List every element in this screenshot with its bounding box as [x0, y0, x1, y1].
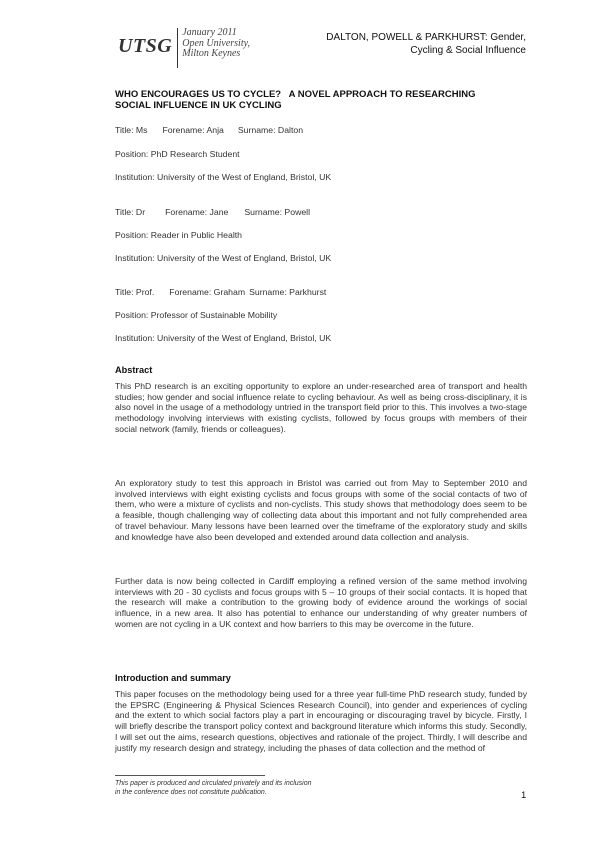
- author-3-position: Position: Professor of Sustainable Mobility: [115, 310, 278, 320]
- author-1-institution: Institution: University of the West of England, Bristol, UK: [115, 172, 332, 182]
- author-2-name-row: [115, 207, 310, 217]
- logo-city: Milton Keynes: [182, 48, 241, 59]
- footnote-line-2: in the conference does not constitute publication.: [115, 789, 267, 797]
- author-1-position: Position: PhD Research Student: [115, 149, 240, 159]
- footnote-line-1: This paper is produced and circulated privately and its inclusion: [115, 780, 312, 787]
- logo-subtext: [182, 28, 250, 60]
- introduction-paragraph: This paper focuses on the methodology being used for a three year full-time PhD research study, funded by the EPSRC (Engineering & Physical Sciences Research Council), into gender and experiences of cycling and the extent to which social factors play a part in encouraging or discouraging travel by bicycle. Firstly, I will briefly describe the transport policy context and background literature which informs this study. Secondly, I will set out the aims, research questions, objectives and rationale of the project. Thirdly, I will describe and justify my research design and strategy, including the phases of data collection and the method of: [115, 689, 527, 753]
- running-head: [286, 31, 526, 57]
- logo-divider: [177, 28, 178, 68]
- abstract-heading: Abstract: [115, 365, 153, 375]
- page-number: 1: [521, 790, 527, 801]
- conference-logo: [118, 28, 250, 68]
- logo-text: UTSG: [118, 35, 173, 57]
- paper-title-line-1: WHO ENCOURAGES US TO CYCLE? A NOVEL APPROACH TO RESEARCHING: [115, 89, 476, 100]
- author-3-institution: Institution: University of the West of England, Bristol, UK: [115, 333, 332, 343]
- footnote-rule: [115, 775, 265, 776]
- author-3-surname: Surname: Parkhurst: [249, 287, 327, 297]
- author-2-forename: Forename: Jane: [165, 207, 229, 217]
- author-2-position: Position: Reader in Public Health: [115, 230, 243, 240]
- author-2-surname: Surname: Powell: [244, 207, 311, 217]
- abstract-paragraph-2: An exploratory study to test this approach in Bristol was carried out from May to September 2010 and involved interviews with eight existing cyclists and focus groups with some of the social contacts of two of them, who were a mixture of cyclists and non-cyclists. This study shows that methodology does seem to be a feasible, though challenging way of collecting data about this important and not fully comprehended area of travel behaviour. Many lessons have been learned over the timeframe of the exploratory study and skills and knowledge have also been developed and extended around data collection and analysis.: [115, 478, 527, 542]
- abstract-paragraph-3: Further data is now being collected in Cardiff employing a refined version of the same method involving interviews with 20 - 30 cyclists and focus groups with 5 – 10 groups of their social contacts. It is hoped that the research will make a contribution to the growing body of evidence around the workings of social influence, in a new area. It also has potential to enhance our understanding of why greater numbers of women are not cycling in a UK context and how barriers to this may be overcome in the future.: [115, 576, 527, 629]
- author-1-name-row: [115, 125, 303, 135]
- author-1-surname: Surname: Dalton: [237, 125, 304, 135]
- author-1-forename: Forename: Anja: [162, 125, 224, 135]
- footnote: [115, 779, 312, 798]
- author-2-institution: Institution: University of the West of England, Bristol, UK: [115, 253, 332, 263]
- logo-date: January 2011: [182, 27, 237, 38]
- logo-venue: Open University,: [182, 37, 250, 49]
- author-2-title: Title: Dr: [115, 207, 146, 217]
- introduction-heading: Introduction and summary: [115, 673, 231, 683]
- paper-title-line-2: SOCIAL INFLUENCE IN UK CYCLING: [115, 99, 282, 111]
- author-3-name-row: [115, 287, 326, 297]
- author-3-forename: Forename: Graham: [169, 287, 246, 297]
- running-head-line-2: Cycling & Social Influence: [410, 45, 526, 56]
- author-1-title: Title: Ms: [115, 125, 148, 135]
- paper-title: [115, 90, 527, 111]
- abstract-paragraph-1: This PhD research is an exciting opportunity to explore an under-researched area of transport and health studies; how gender and social influence relate to cycling behaviour. As well as being cross-disciplinary, it is also novel in the usage of a methodology untried in the transport field prior to this. This involves a two-stage methodology involving interviews with existing cyclists, followed by focus groups with members of their social network (family, friends or colleagues).: [115, 381, 527, 434]
- author-3-title: Title: Prof.: [115, 287, 155, 297]
- running-head-line-1: DALTON, POWELL & PARKHURST: Gender,: [326, 32, 526, 43]
